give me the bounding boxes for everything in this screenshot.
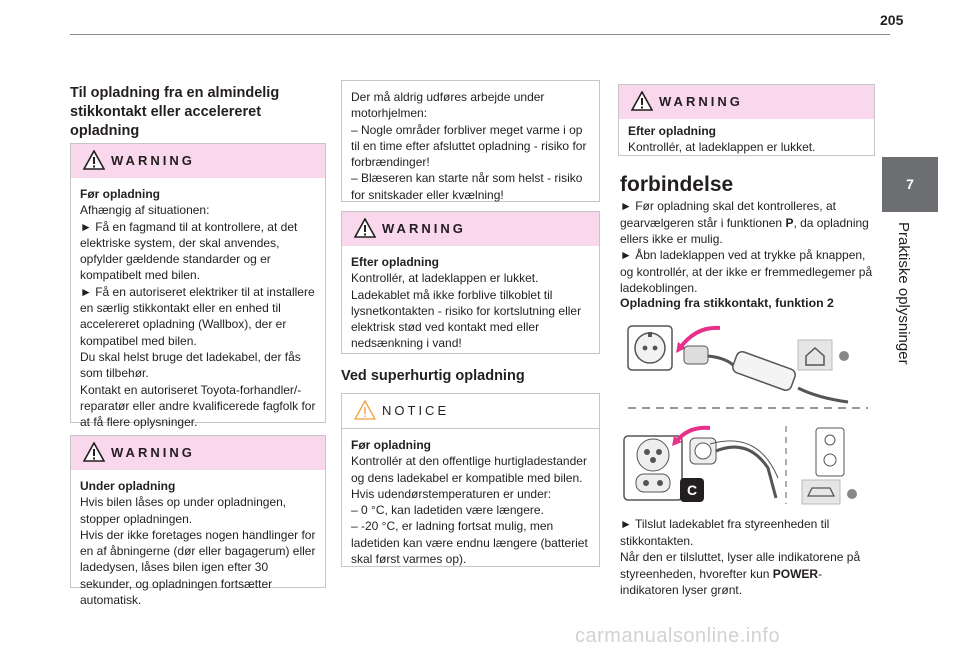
notice-line: Hvis udendørstemperaturen er under: [351,486,552,501]
text-bold: POWER [772,566,819,581]
notice-line: – 0 °C, kan ladetiden være længere. [351,503,544,518]
warning-header [342,212,599,246]
text-bold: P [785,215,794,230]
warning-triangle-icon [354,218,376,238]
paragraph-gear [620,198,876,248]
box-line: – Nogle områder forbliver meget varme i op til en time efter afsluttet opladning - risiko for forbrændinger! [351,122,587,170]
warning-header [71,436,325,470]
warning-line: Kontrollér, at ladeklappen er lukket. [628,140,816,155]
label-c: C [686,482,698,498]
footer-watermark: carmanualsonline.info [575,625,781,647]
notice-line: Kontrollér at den offentlige hurtigladestander og dens ladekabel er kompatible med bilen. [351,454,587,485]
warning-body [342,246,599,360]
warning-body [71,178,325,438]
text: Når den er tilsluttet, lyser alle indikatorene på styreenheden, hvorefter kun [620,550,861,581]
engine-warning-box [341,80,600,202]
warning-subtitle: Efter opladning [628,124,716,138]
indicator-icon [839,351,849,361]
control-box-icon [731,350,797,392]
notice-title: NOTICE [382,403,450,418]
warning-line: Hvis der ikke foretages nogen handlinger for en af åbningerne (dør eller bagagerum) eller ladedysen, låses bilen igen efter 30 sekunder, og opladningen fortsætter automatisk. [80,527,316,608]
warning-triangle-icon [83,150,105,170]
notice-subtitle: Før opladning [351,438,431,452]
text: -indikatoren lyser grønt. [620,566,823,597]
warning-body [71,470,325,616]
col2-heading: Ved superhurtig opladning [341,368,525,384]
notice-body [342,429,599,575]
box-line: Der må aldrig udføres arbejde under motorhjelmen: [351,90,545,121]
arrow-icon [680,328,720,348]
warning-subtitle: Under opladning [80,479,176,493]
warning-body [619,119,874,164]
warning-triangle-icon [631,91,653,111]
warning-line: ► Få en autoriseret elektriker til at installere en særlig stikkontakt eller en enhed til accelereret opladning (Wallbox), der er kompatibel med bilen. [80,284,315,348]
warning-line: ► Få en fagmand til at kontrollere, at det elektriske system, der skal anvendes, opfylder gældende standarder og er kompatibelt med bilen. [80,219,298,283]
notice-triangle-icon [354,400,376,420]
paragraph-flap: ► Åbn ladeklappen ved at trykke på knappen, og kontrollér, at der ikke er fremmedlegemer på ladekoblingen. [620,248,873,295]
plug-icon [684,346,708,364]
page-number: 205 [880,12,904,28]
warning-line: Kontakt en autoriseret Toyota-forhandler/-reparatør eller andre kvalificerede fagfolk for at få flere oplysninger. [80,382,316,430]
section-title: forbindelse [620,173,734,196]
text: , da opladning ellers ikke er mulig. [620,215,869,246]
warning-line: Kontrollér, at ladeklappen er lukket. [351,271,539,286]
subheading: Opladning fra stikkontakt, funktion 2 [620,296,834,310]
warning-box-flap [618,84,875,156]
text: ► Før opladning skal det kontrolleres, at gearvælgeren står i funktionen [620,199,836,230]
warning-box-before-charging [70,143,326,430]
warning-line: Du skal helst bruge det ladekabel, der fås som tilbehør. [80,349,301,381]
box-body [342,81,599,211]
charging-illustration [618,318,878,508]
warning-header [619,85,874,119]
warning-line: Hvis bilen låses op under opladningen, stopper opladningen. [80,495,287,526]
warning-line: Ladekablet må ikke forblive tilkoblet til lysnetkontakten - risiko for kortslutning eller elektrisk stød ved kontakt med eller nedsænkning i vand! [351,287,582,351]
car-icon [802,480,840,504]
box-line: – Blæseren kan starte når som helst - risiko for snitskader eller kvælning! [351,171,583,202]
warning-subtitle: Efter opladning [351,255,439,269]
chapter-title-vertical [884,222,938,372]
notice-line: – -20 °C, er ladning fortsat mulig, men ladetiden kan være endnu længere (batteriet skal først varmes op). [351,519,588,567]
warning-box-during-charging [70,435,326,608]
notice-header [342,394,599,429]
warning-subtitle: Før opladning [80,187,160,201]
warning-title: WARNING [382,221,466,236]
warning-title: WARNING [111,153,195,168]
notice-box [341,393,600,567]
col1-heading: Til opladning fra en almindelig stikkontakt eller accelereret opladning [70,85,280,139]
warning-line: Afhængig af situationen: [80,203,210,218]
warning-header [71,144,325,178]
warning-box-after-charging [341,211,600,354]
paragraph-indicators [620,549,876,599]
chapter-tab[interactable]: 7 [882,157,938,212]
warning-title: WARNING [659,94,743,109]
header-rule [70,34,890,35]
warning-triangle-icon [83,442,105,462]
paragraph-connect: ► Tilslut ladekablet fra styreenheden til stikkontakten. [620,517,830,548]
warning-title: WARNING [111,445,195,460]
chapter-title: Praktiske oplysninger [895,222,912,365]
indicator-icon [847,489,857,499]
